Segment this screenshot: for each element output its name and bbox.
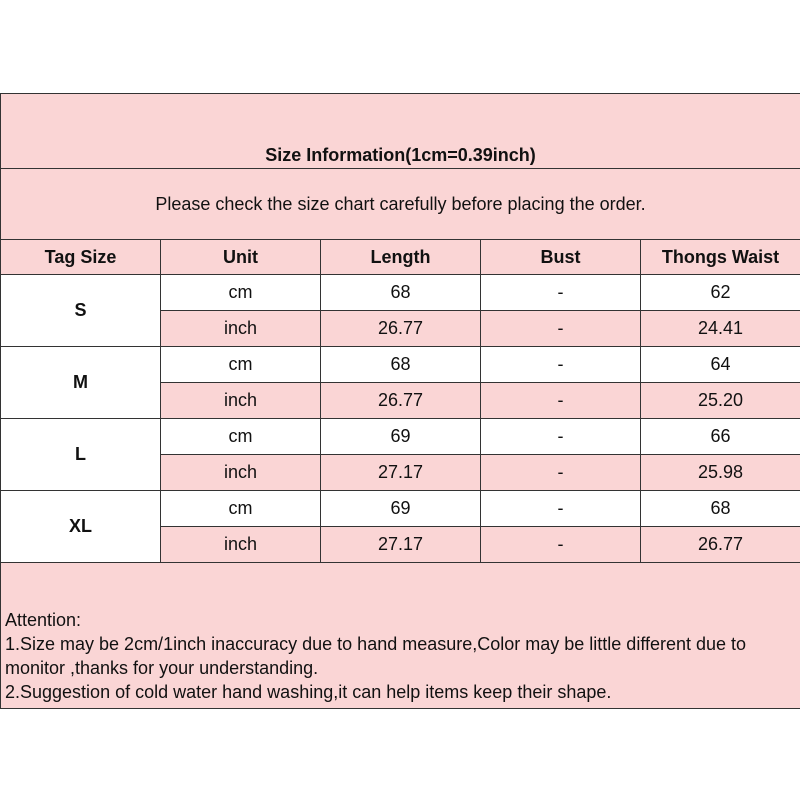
attention-line-1: 1.Size may be 2cm/1inch inaccuracy due to hand measure,Color may be little different due to monitor ,thanks for your understanding.	[5, 634, 747, 678]
length-cell: 26.77	[321, 383, 481, 419]
bust-cell: -	[481, 491, 641, 527]
table-row	[1, 347, 800, 383]
length-cell: 69	[321, 419, 481, 455]
header-length: Length	[321, 240, 481, 275]
table-row	[1, 275, 800, 311]
waist-cell: 66	[641, 419, 800, 455]
waist-cell: 62	[641, 275, 800, 311]
waist-cell: 68	[641, 491, 800, 527]
unit-cell: inch	[161, 311, 321, 347]
chart-title: Size Information(1cm=0.39inch)	[1, 94, 800, 169]
unit-cell: cm	[161, 347, 321, 383]
length-cell: 27.17	[321, 527, 481, 563]
unit-cell: cm	[161, 419, 321, 455]
size-chart	[0, 93, 800, 709]
waist-cell: 24.41	[641, 311, 800, 347]
waist-cell: 25.20	[641, 383, 800, 419]
unit-cell: cm	[161, 275, 321, 311]
bust-cell: -	[481, 455, 641, 491]
attention-line-2: 2.Suggestion of cold water hand washing,it can help items keep their shape.	[5, 682, 612, 702]
header-row	[1, 240, 800, 275]
bust-cell: -	[481, 311, 641, 347]
table-row	[1, 491, 800, 527]
table-row	[1, 419, 800, 455]
size-tag: XL	[1, 491, 161, 563]
unit-cell: inch	[161, 527, 321, 563]
header-unit: Unit	[161, 240, 321, 275]
size-table	[0, 93, 800, 709]
attention-notes	[1, 563, 800, 709]
size-tag: M	[1, 347, 161, 419]
bust-cell: -	[481, 419, 641, 455]
header-tag-size: Tag Size	[1, 240, 161, 275]
unit-cell: cm	[161, 491, 321, 527]
header-thongs-waist: Thongs Waist	[641, 240, 800, 275]
attention-heading: Attention:	[5, 610, 82, 630]
length-cell: 68	[321, 275, 481, 311]
length-cell: 68	[321, 347, 481, 383]
bust-cell: -	[481, 527, 641, 563]
unit-cell: inch	[161, 455, 321, 491]
length-cell: 26.77	[321, 311, 481, 347]
size-tag: L	[1, 419, 161, 491]
unit-cell: inch	[161, 383, 321, 419]
size-tag: S	[1, 275, 161, 347]
chart-subtitle: Please check the size chart carefully before placing the order.	[1, 169, 800, 240]
bust-cell: -	[481, 347, 641, 383]
length-cell: 27.17	[321, 455, 481, 491]
bust-cell: -	[481, 275, 641, 311]
waist-cell: 26.77	[641, 527, 800, 563]
waist-cell: 25.98	[641, 455, 800, 491]
waist-cell: 64	[641, 347, 800, 383]
bust-cell: -	[481, 383, 641, 419]
length-cell: 69	[321, 491, 481, 527]
header-bust: Bust	[481, 240, 641, 275]
